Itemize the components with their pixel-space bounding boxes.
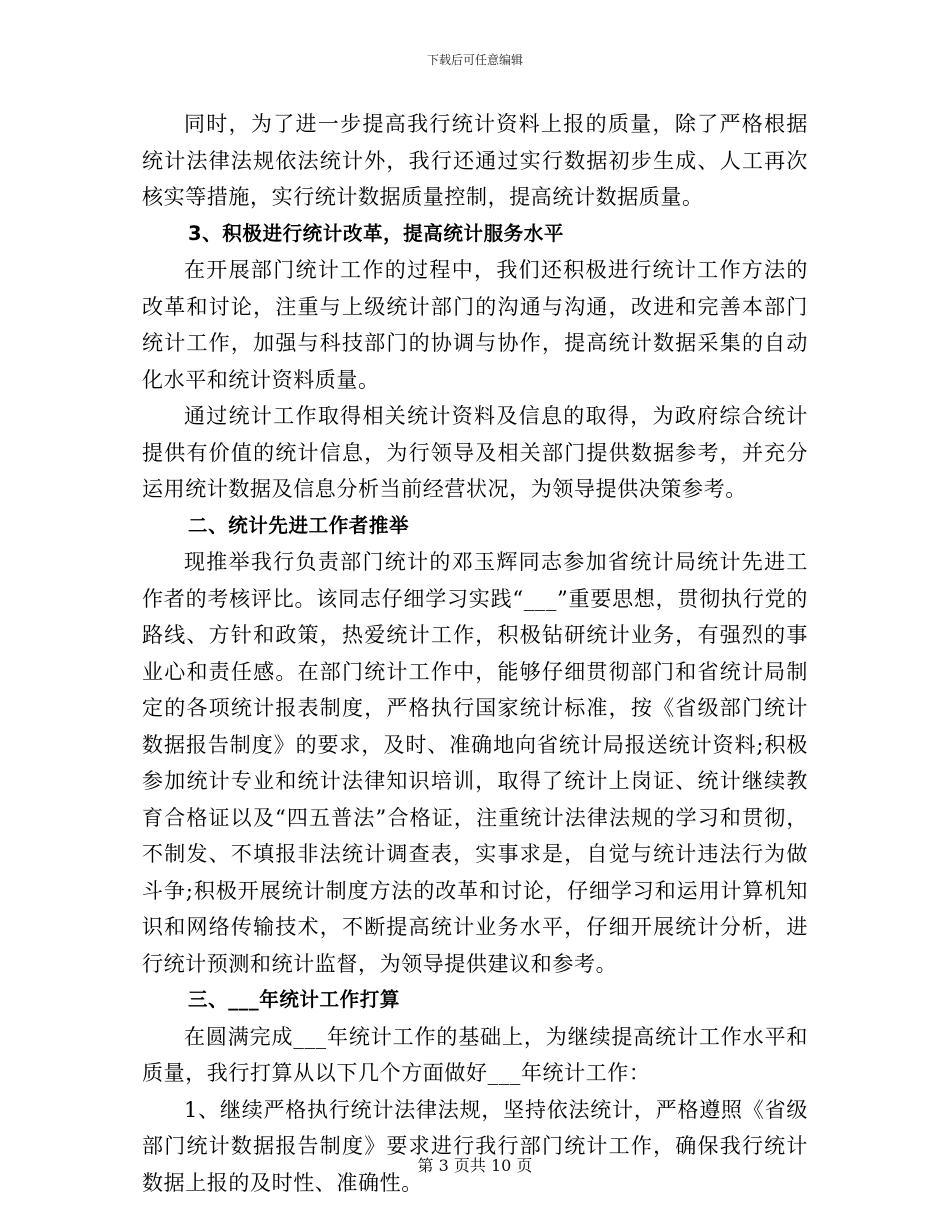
document-body: [142, 106, 808, 1201]
heading-advanced-worker: 二、统计先进工作者推举: [188, 513, 410, 537]
paragraph-worker-recommendation: 现推举我行负责部门统计的邓玉辉同志参加省统计局统计先进工作者的考核评比。该同志仔细学习实践“___”重要思想，贯彻执行党的路线、方针和政策，热爱统计工作，积极钻研统计业务，有强烈的事业心和责任感。在部门统计工作中，能够仔细贯彻部门和省统计局制定的各项统计报表制度，严格执行国家统计标准，按《省级部门统计数据报告制度》的要求，及时、准确地向省统计局报送统计资料;积极参加统计专业和统计法律知识培训，取得了统计上岗证、统计继续教育合格证以及“四五普法”合格证，注重统计法律法规的学习和贯彻，不制发、不填报非法统计调查表，实事求是，自觉与统计违法行为做斗争;积极开展统计制度方法的改革和讨论，仔细学习和运用计算机知识和网络传输技术，不断提高统计业务水平，仔细开展统计分析，进行统计预测和统计监督，为领导提供建议和参考。: [142, 550, 808, 976]
paragraph-plan-item-1: 1、继续严格执行统计法律法规，坚持依法统计，严格遵照《省级部门统计数据报告制度》要求进行我行部门统计工作，确保我行统计数据上报的及时性、准确性。: [142, 1097, 808, 1195]
paragraph-reform-discussion: 在开展部门统计工作的过程中，我们还积极进行统计工作方法的改革和讨论，注重与上级统计部门的沟通与沟通，改进和完善本部门统计工作，加强与科技部门的协调与协作，提高统计数据采集的自动化水平和统计资料质量。: [142, 258, 808, 392]
paragraph-plan-intro: 在圆满完成___年统计工作的基础上，为继续提高统计工作水平和质量，我行打算从以下几个方面做好___年统计工作：: [142, 1024, 808, 1085]
paragraph-data-quality: 同时，为了进一步提高我行统计资料上报的质量，除了严格根据统计法律法规依法统计外，我行还通过实行数据初步生成、人工再次核实等措施，实行统计数据质量控制，提高统计数据质量。: [142, 112, 808, 209]
heading-statistics-reform: 3、积极进行统计改革，提高统计服务水平: [188, 221, 564, 245]
page-footer: 第 3 页共 10 页: [417, 1156, 533, 1175]
paragraph-statistics-info: 通过统计工作取得相关统计资料及信息的取得，为政府综合统计提供有价值的统计信息，为行领导及相关部门提供数据参考，并充分运用统计数据及信息分析当前经营状况，为领导提供决策参考。: [142, 404, 808, 501]
heading-work-plan: 三、___年统计工作打算: [188, 988, 400, 1011]
page-header: 下载后可任意编辑: [426, 53, 523, 67]
